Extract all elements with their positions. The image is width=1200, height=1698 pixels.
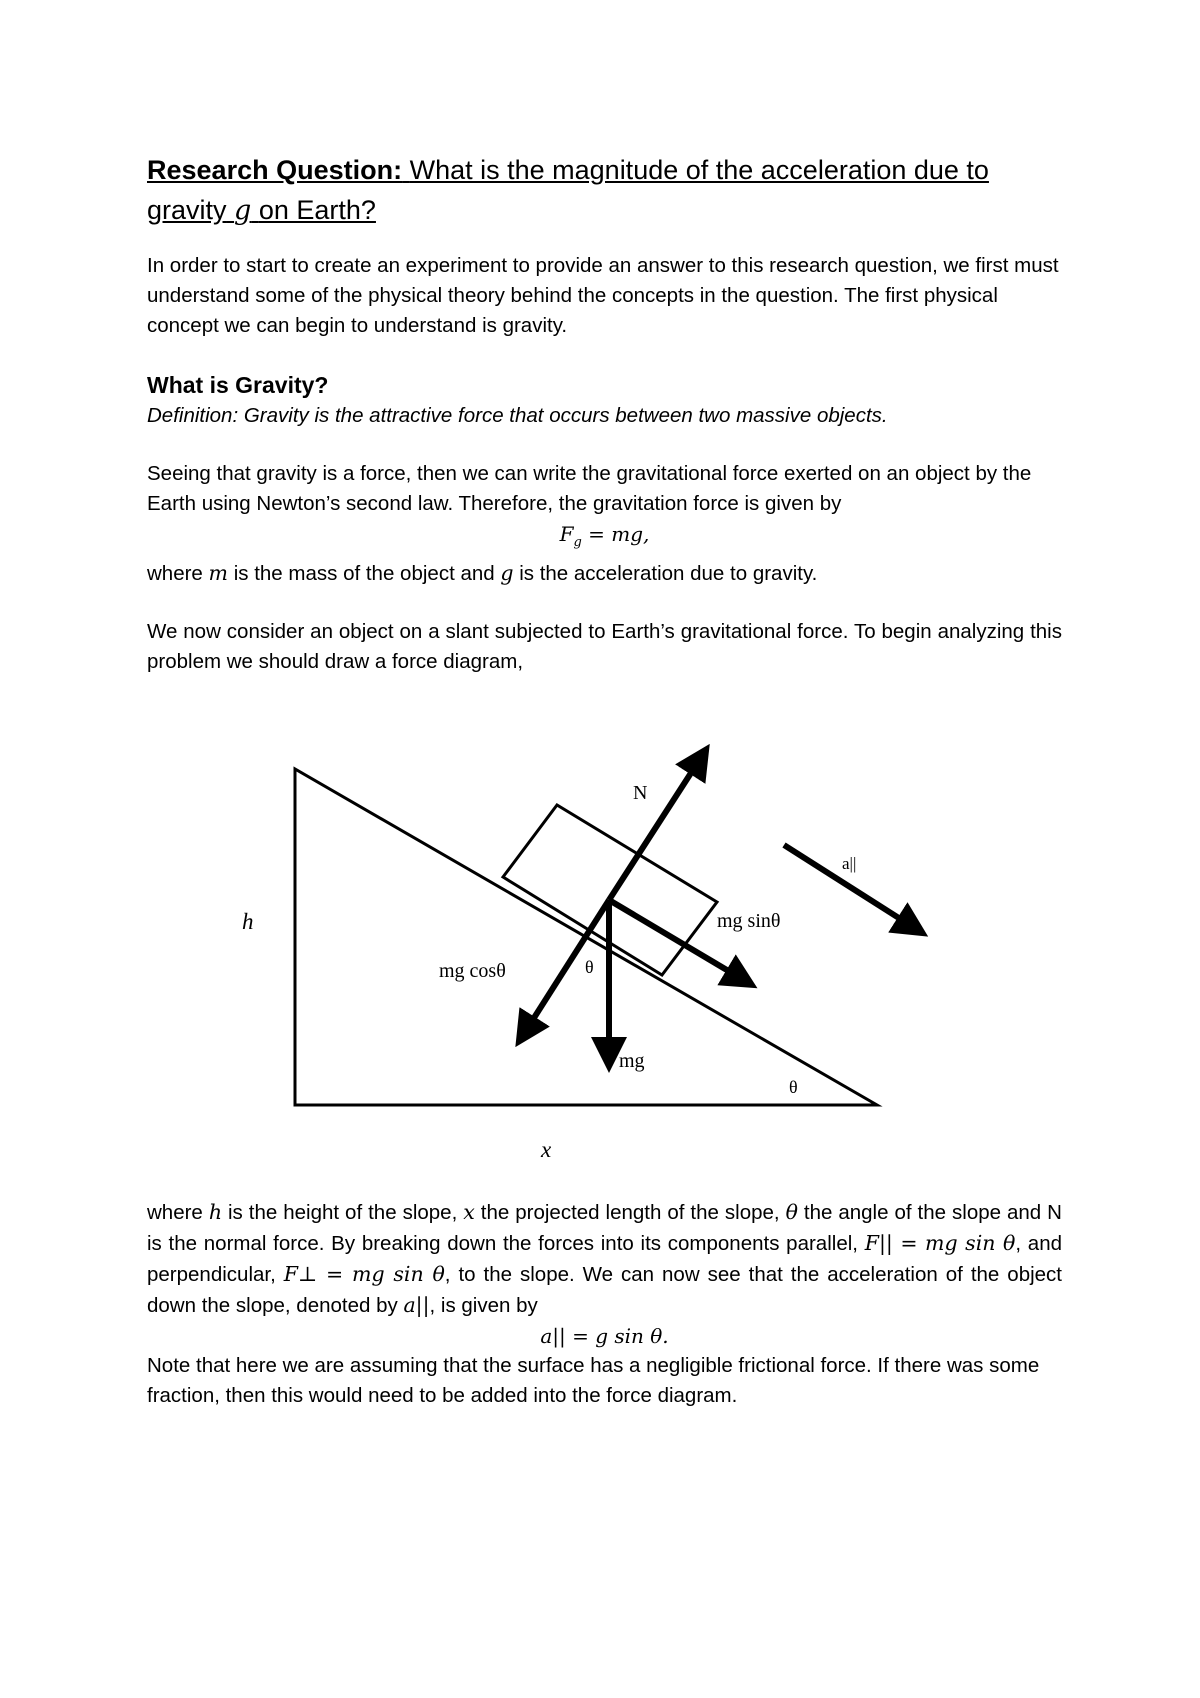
text-accel-down: , to the slope. We can now see that the acceleration of the object down the slope, denoted by xyxy=(147,1263,1062,1317)
var-f-parallel: F|| = mg sin θ xyxy=(864,1231,1016,1255)
label-theta-corner: θ xyxy=(789,1077,798,1097)
gravity-definition: Definition: Gravity is the attractive force that occurs between two massive objects. xyxy=(147,404,888,427)
text-mass: is the mass of the object and xyxy=(233,562,495,585)
section-heading: What is Gravity? xyxy=(147,372,329,398)
normal-force-arrow xyxy=(609,759,700,900)
gravity-equation xyxy=(147,519,1062,558)
research-question-end: on Earth? xyxy=(258,195,376,225)
var-h: h xyxy=(208,1200,223,1224)
document-page xyxy=(147,150,1062,1411)
force-diagram xyxy=(147,697,1062,1197)
text-height: is the height of the slope, xyxy=(227,1201,458,1224)
label-a-par: a|| xyxy=(842,854,857,873)
mass-paragraph xyxy=(147,558,1062,589)
slant-paragraph: We now consider an object on a slant subjected to Earth’s gravitational force. To begin analyzing this problem we should draw a force diagram, xyxy=(147,620,1062,673)
friction-note: Note that here we are assuming that the surface has a negligible frictional force. If there was some fraction, then this would need to be added into the force diagram. xyxy=(147,1354,1040,1407)
text-where-2: where xyxy=(147,1201,203,1224)
var-a-parallel: a|| xyxy=(403,1293,430,1317)
eq1-sub: g xyxy=(573,535,582,550)
eq1-rhs: = mg, xyxy=(581,522,650,546)
research-question-title xyxy=(147,150,1062,231)
var-theta: θ xyxy=(785,1200,798,1224)
research-question-var: g xyxy=(234,195,252,226)
label-mg-sin: mg sinθ xyxy=(717,910,781,932)
intro-paragraph: In order to start to create an experiment to provide an answer to this research question, we first must understand some of the physical theory behind the concepts in the question. The first physical concept we can begin to understand is gravity. xyxy=(147,254,1059,337)
research-question-text: What is the magnitude of the acceleration due to gravity xyxy=(147,155,989,225)
text-angle: the angle of the slope and N is the normal force. By breaking down the forces into its components parallel, xyxy=(147,1201,1062,1255)
var-x: x xyxy=(463,1200,475,1224)
force-diagram-svg xyxy=(147,697,1062,1197)
text-where: where xyxy=(147,562,203,585)
mg-cos-arrow xyxy=(525,900,609,1032)
label-N: N xyxy=(633,782,648,804)
text-accel: is the acceleration due to gravity. xyxy=(519,562,818,585)
text-perp: , and perpendicular, xyxy=(147,1232,1062,1286)
label-h: h xyxy=(242,909,254,934)
var-g: g xyxy=(500,561,514,585)
research-question-label: Research Question: xyxy=(147,155,403,185)
var-m: m xyxy=(208,561,228,585)
text-given-by: , is given by xyxy=(429,1294,538,1317)
components-paragraph xyxy=(147,1197,1062,1321)
label-mg: mg xyxy=(619,1050,645,1072)
var-f-perp: F⊥ = mg sin θ xyxy=(283,1262,445,1286)
text-length: the projected length of the slope, xyxy=(480,1201,780,1224)
label-x: x xyxy=(541,1137,552,1162)
label-theta-center: θ xyxy=(585,957,594,977)
newton-paragraph: Seeing that gravity is a force, then we can write the gravitational force exerted on an object by the Earth using Newton’s second law. Therefore, the gravitation force is given by xyxy=(147,462,1032,515)
label-mg-cos: mg cosθ xyxy=(439,960,506,982)
acceleration-equation: a|| = g sin θ. xyxy=(540,1324,669,1348)
eq1-lhs: F xyxy=(559,522,574,546)
